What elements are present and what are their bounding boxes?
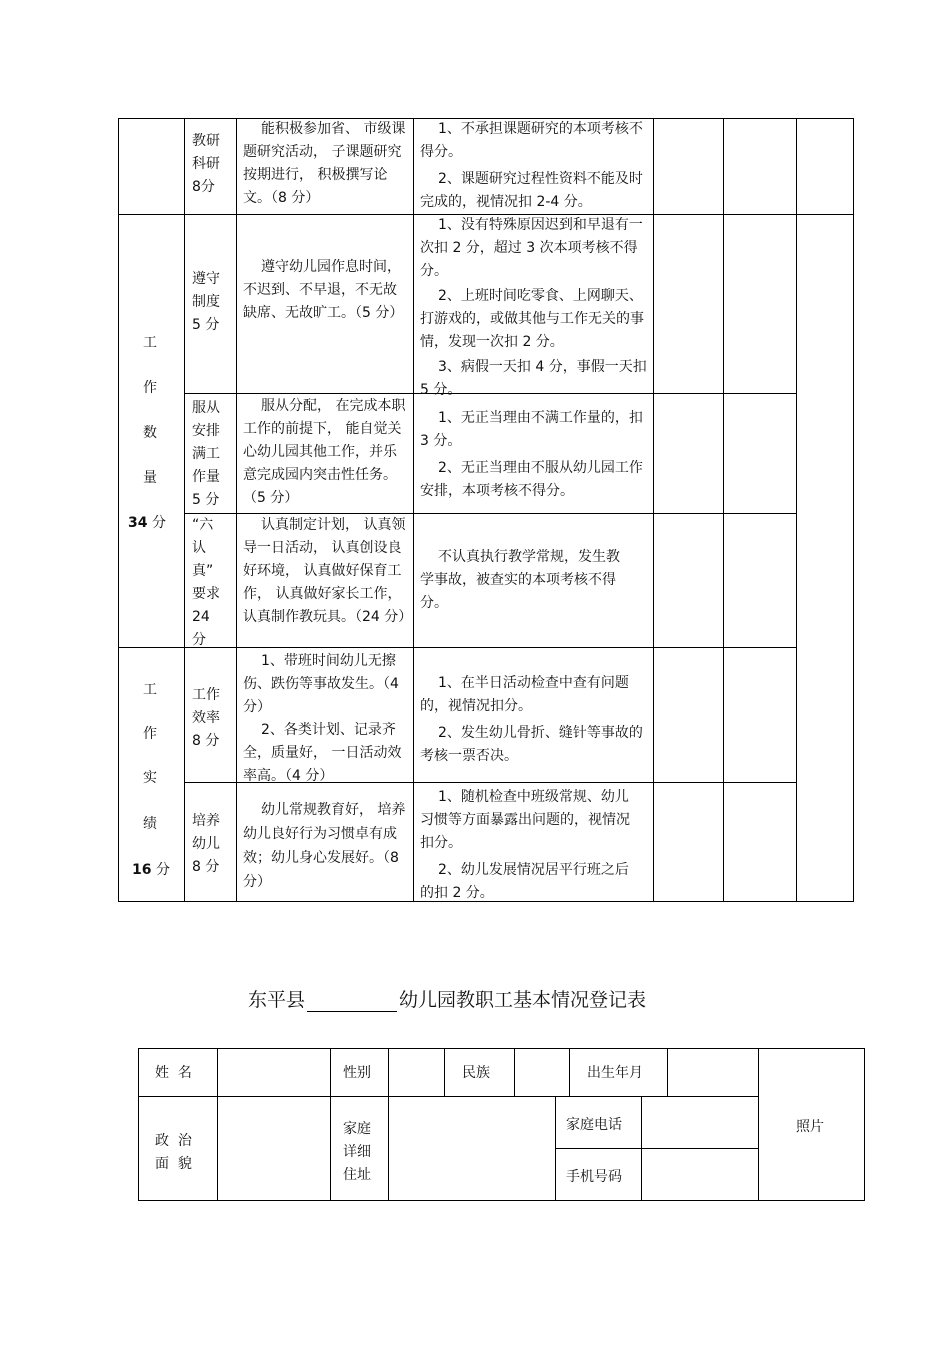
deduction-text: 1、在半日活动检查中查有问题的，视情况扣分。 [420,675,629,714]
item-nurture: 培养 幼儿 8 分 [192,813,220,875]
label-home-phone: 家庭电话 [566,1117,622,1133]
deduction-text: 1、无正当理由不满工作量的，扣 3 分。 [420,410,643,449]
category-char: 绩 [143,816,157,832]
birth-field[interactable] [669,1050,757,1095]
standard-text: 2、各类计划、记录齐全，质量好， 一日活动效率高。（4 分） [243,722,402,784]
deduction-text: 2、课题研究过程性资料不能及时完成的，视情况扣 2-4 分。 [420,171,643,210]
deduction-text: 2、幼儿发展情况居平行班之后的扣 2 分。 [420,862,629,901]
label-address: 住址 [343,1167,371,1183]
deduction-text: 3、病假一天扣 4 分，事假一天扣 5 分。 [420,359,647,398]
label-address: 家庭 [343,1121,371,1137]
ethnicity-field[interactable] [516,1050,568,1095]
home-phone-field[interactable] [643,1098,757,1147]
standard-efficiency [243,650,408,788]
standard-nurture: 幼儿常规教育好， 培养幼儿良好行为习惯卓有成效；幼儿身心发展好。（8 分） [243,802,406,890]
name-field[interactable] [219,1050,329,1095]
label-name: 姓 名 [155,1065,192,1081]
deduction-text: 1、没有特殊原因迟到和早退有一次扣 2 分，超过 3 次本项考核不得分。 [420,217,643,279]
page-title: 东平县 幼儿园教职工基本情况登记表 [248,989,647,1011]
category-char: 工 [143,335,157,351]
deductions-nurture [420,786,635,905]
category-char: 作 [143,380,157,396]
deductions-research [420,118,648,214]
county-blank[interactable] [307,993,397,1012]
deduction-text: 2、发生幼儿骨折、缝针等事故的考核一票否决。 [420,725,643,764]
deduction-text: 1、随机检查中班级常规、幼儿习惯等方面暴露出问题的，视情况扣分。 [420,789,630,851]
label-gender: 性别 [343,1065,371,1081]
deductions-rules [420,214,648,402]
deduction-text: 2、无正当理由不服从幼儿园工作安排，本项考核不得分。 [420,460,643,499]
gender-field[interactable] [390,1050,443,1095]
label-politics: 面 貌 [155,1156,192,1172]
standard-obey: 服从分配， 在完成本职工作的前提下， 能自觉关心幼儿园其他工作，并乐意完成园内突击性任务。（5 分） [243,398,406,506]
deduction-text: 不认真执行教学常规，发生教学事故，被查实的本项考核不得分。 [420,549,620,611]
standard-six-serious: 认真制定计划， 认真领导一日活动， 认真创设良好环境， 认真做好保育工作， 认真做好家长工作，认真制作教玩具。（24 分） [243,517,413,625]
label-ethnicity: 民族 [462,1065,490,1081]
category-score: 16 分 [132,862,170,878]
label-photo: 照片 [796,1119,824,1135]
category-char: 实 [143,770,157,786]
category-char: 量 [143,470,157,486]
category-char: 工 [143,682,157,698]
address-field[interactable] [390,1098,554,1199]
standard-research: 能积极参加省、 市级课题研究活动， 子课题研究按期进行， 积极撰写论文。（8 分） [243,121,406,206]
deductions-obey [420,407,648,503]
category-score: 34 分 [128,515,166,531]
label-politics: 政 治 [155,1133,192,1149]
category-char: 作 [143,726,157,742]
standard-rules: 遵守幼儿园作息时间，不迟到、不早退，不无故缺席、无故旷工。（5 分） [243,259,404,321]
politics-field[interactable] [219,1098,329,1199]
label-address: 详细 [343,1144,371,1160]
item-six-serious: “六 认 真” 要求 24 分 [192,517,220,648]
label-birth: 出生年月 [587,1065,643,1081]
deductions-efficiency [420,672,648,768]
item-efficiency: 工作 效率 8 分 [192,687,220,749]
deduction-text: 2、上班时间吃零食、上网聊天、打游戏的，或做其他与工作无关的事情，发现一次扣 2 分。 [420,288,644,350]
label-mobile: 手机号码 [566,1169,622,1185]
deductions-six-serious [420,546,625,615]
item-research: 教研 科研 8分 [192,133,220,195]
item-obey: 服从 安排 满工 作量 5 分 [192,400,220,508]
mobile-field[interactable] [643,1150,757,1199]
standard-text: 1、带班时间幼儿无擦伤、跌伤等事故发生。（4 分） [243,653,399,715]
deduction-text: 1、不承担课题研究的本项考核不得分。 [420,121,643,160]
item-rules: 遵守 制度 5 分 [192,271,220,333]
category-char: 数 [143,425,157,441]
